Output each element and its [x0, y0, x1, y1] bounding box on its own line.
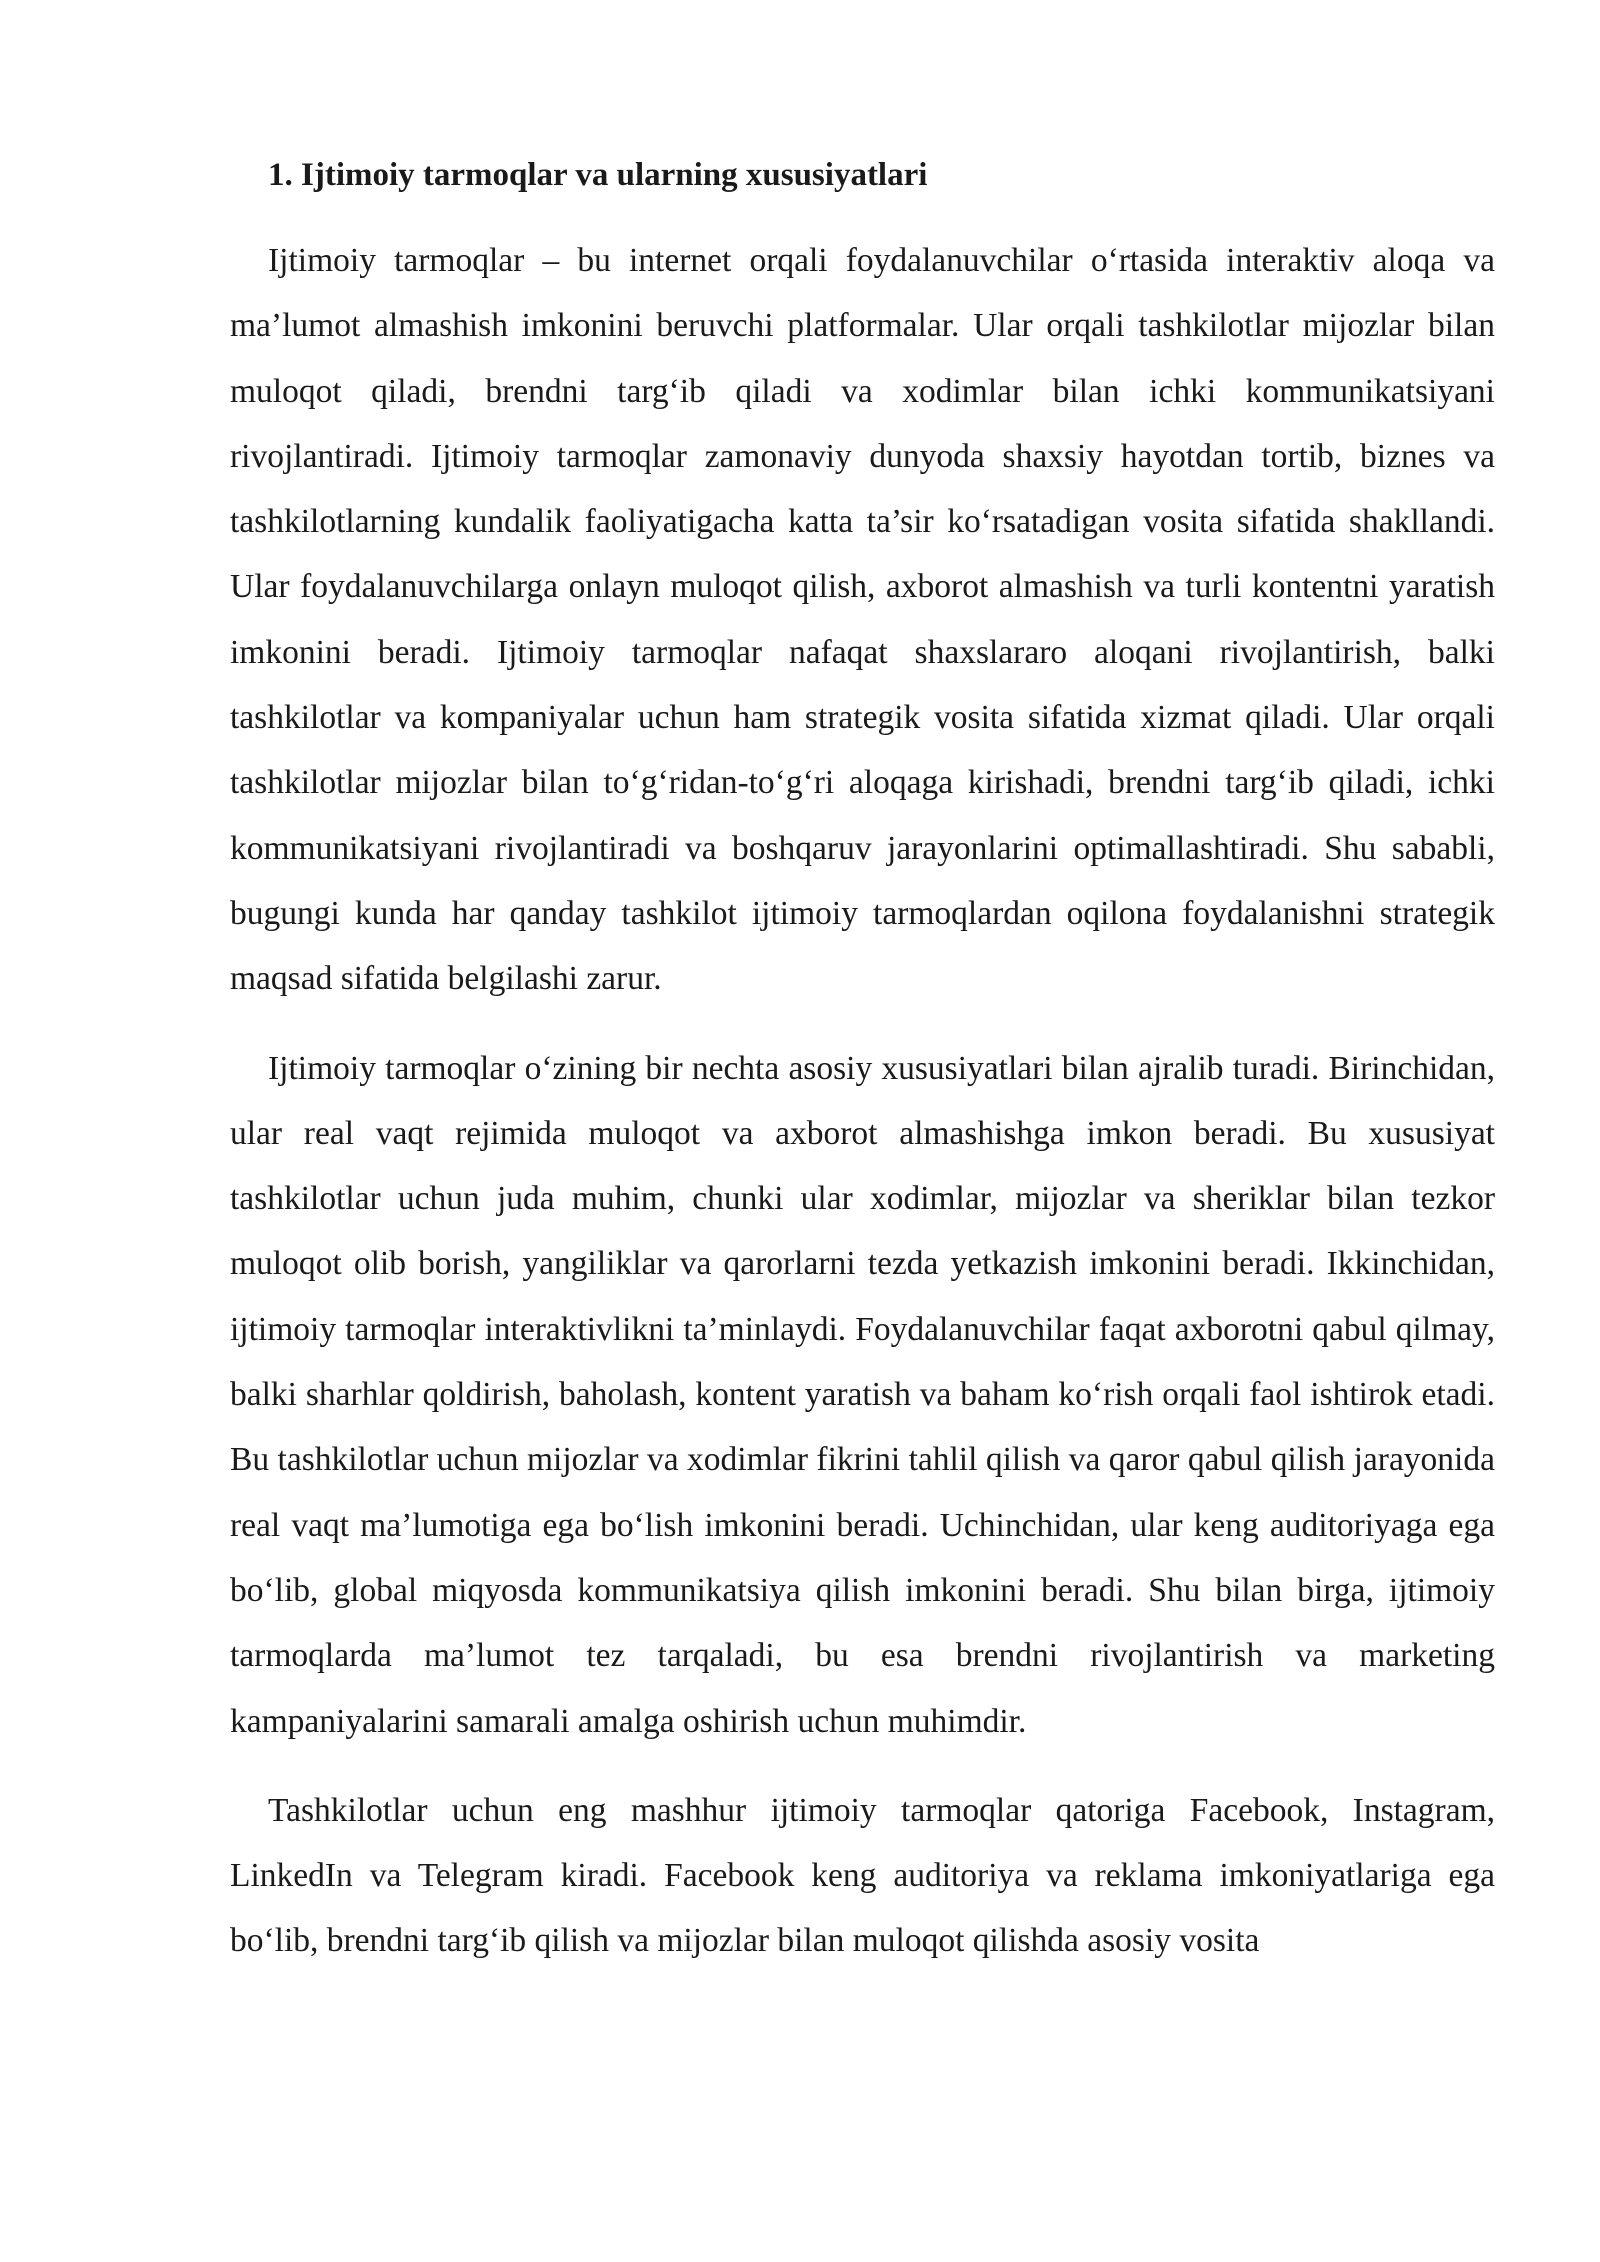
- document-body: [230, 150, 1495, 1998]
- paragraph-features: Ijtimoiy tarmoqlar o‘zining bir nechta asosiy xususiyatlari bilan ajralib turadi. Birinchidan, ular real vaqt rejimida muloqot va axborot almashishga imkon beradi. Bu xususiyat tashkilotlar uchun juda muhim, chunki ular xodimlar, mijozlar va sheriklar bilan tezkor muloqot olib borish, yangiliklar va qarorlarni tezda yetkazish imkonini beradi. Ikkinchidan, ijtimoiy tarmoqlar interaktivlikni ta’minlaydi. Foydalanuvchilar faqat axborotni qabul qilmay, balki sharhlar qoldirish, baholash, kontent yaratish va baham ko‘rish orqali faol ishtirok etadi. Bu tashkilotlar uchun mijozlar va xodimlar fikrini tahlil qilish va qaror qabul qilish jarayonida real vaqt ma’lumotiga ega bo‘lish imkonini beradi. Uchinchidan, ular keng auditoriyaga ega bo‘lib, global miqyosda kommunikatsiya qilish imkonini beradi. Shu bilan birga, ijtimoiy tarmoqlarda ma’lumot tez tarqaladi, bu esa brendni rivojlantirish va marketing kampaniyalarini samarali amalga oshirish uchun muhimdir.: [230, 1049, 1495, 1740]
- paragraph-platforms: Tashkilotlar uchun eng mashhur ijtimoiy tarmoqlar qatoriga Facebook, Instagram, LinkedIn va Telegram kiradi. Facebook keng auditoriya va reklama imkoniyatlariga ega bo‘lib, brendni targ‘ib qilish va mijozlar bilan muloqot qilishda asosiy vosita: [230, 1791, 1495, 1960]
- section-heading: 1. Ijtimoiy tarmoqlar va ularning xususiyatlari: [268, 157, 928, 193]
- paragraph-intro: Ijtimoiy tarmoqlar – bu internet orqali foydalanuvchilar o‘rtasida interaktiv aloqa va ma’lumot almashish imkonini beruvchi platformalar. Ular orqali tashkilotlar mijozlar bilan muloqot qiladi, brendni targ‘ib qiladi va xodimlar bilan ichki kommunikatsiyani rivojlantiradi. Ijtimoiy tarmoqlar zamonaviy dunyoda shaxsiy hayotdan tortib, biznes va tashkilotlarning kundalik faoliyatigacha katta ta’sir ko‘rsatadigan vosita sifatida shakllandi. Ular foydalanuvchilarga onlayn muloqot qilish, axborot almashish va turli kontentni yaratish imkonini beradi. Ijtimoiy tarmoqlar nafaqat shaxslararo aloqani rivojlantirish, balki tashkilotlar va kompaniyalar uchun ham strategik vosita sifatida xizmat qiladi. Ular orqali tashkilotlar mijozlar bilan to‘g‘ridan-to‘g‘ri aloqaga kirishadi, brendni targ‘ib qiladi, ichki kommunikatsiyani rivojlantiradi va boshqaruv jarayonlarini optimallashtiradi. Shu sababli, bugungi kunda har qanday tashkilot ijtimoiy tarmoqlardan oqilona foydalanishni strategik maqsad sifatida belgilashi zarur.: [230, 242, 1495, 998]
